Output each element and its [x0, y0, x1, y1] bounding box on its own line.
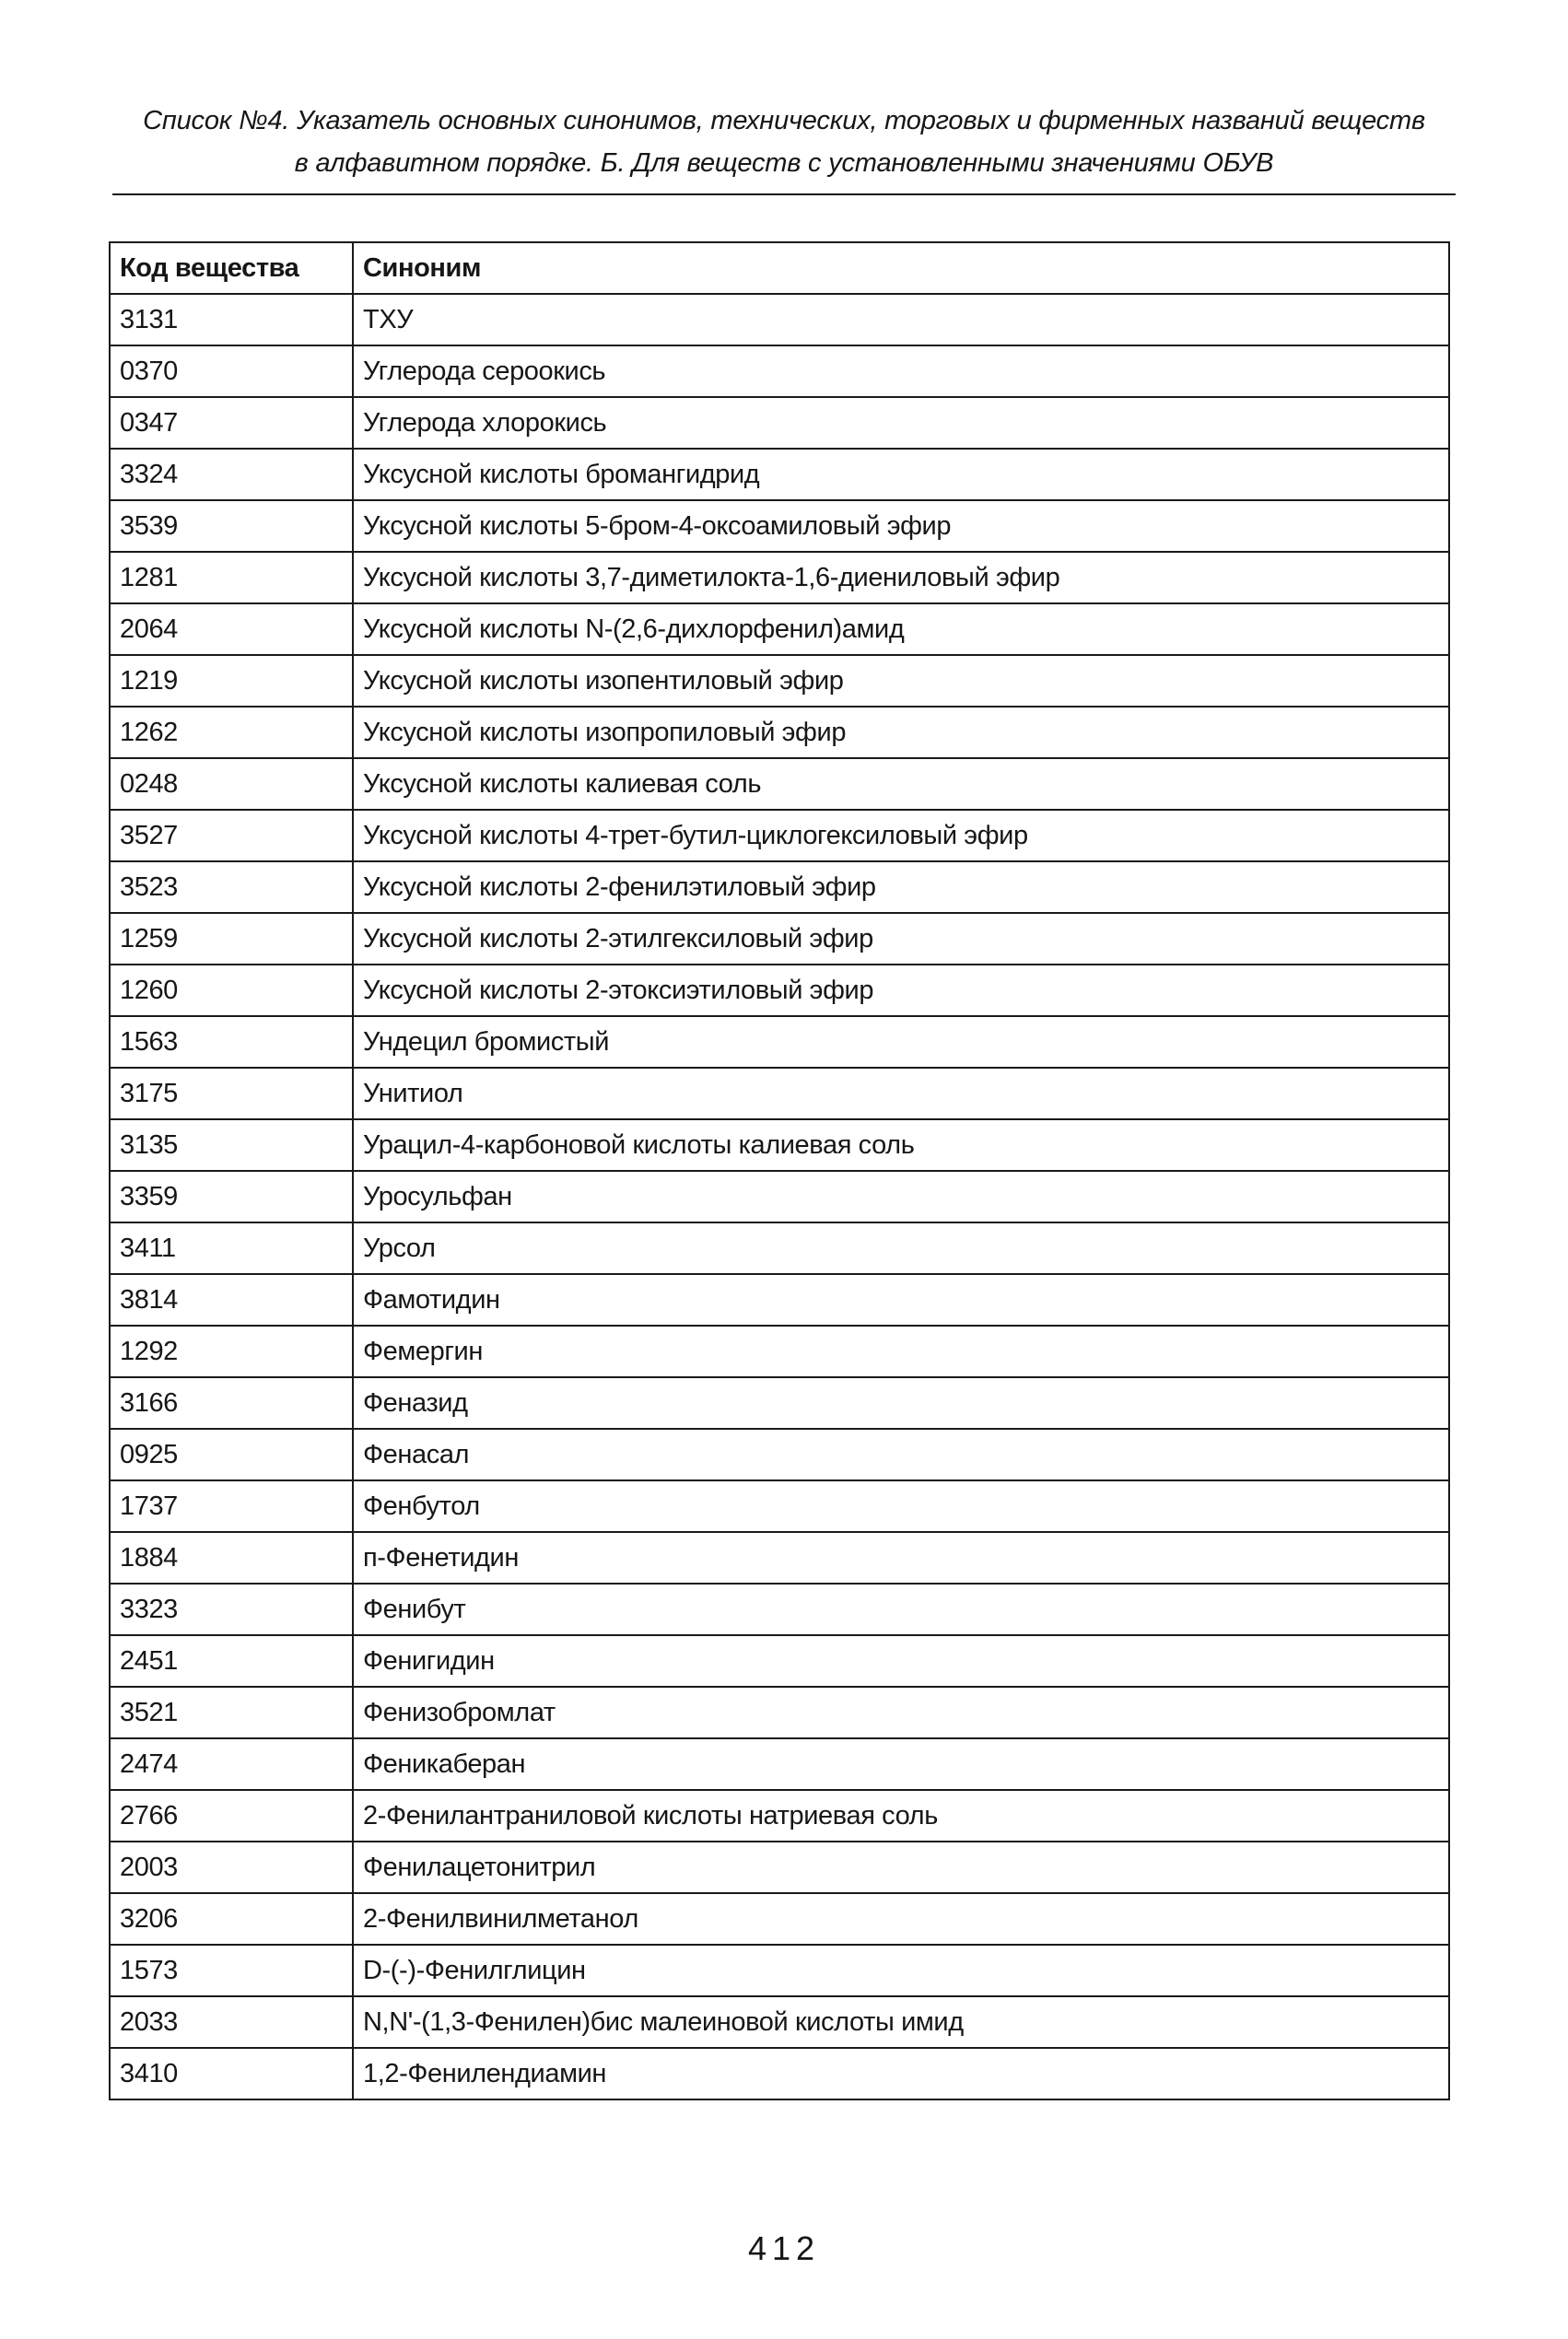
substance-code-cell: 1884: [110, 1532, 353, 1584]
substance-code-cell: 2474: [110, 1738, 353, 1790]
synonym-cell: 1,2-Фенилендиамин: [353, 2048, 1449, 2099]
table-row: [110, 707, 1449, 758]
substance-code-cell: 3411: [110, 1222, 353, 1274]
substance-code-cell: 1219: [110, 655, 353, 707]
table-row: [110, 1171, 1449, 1222]
substance-code-cell: 2033: [110, 1996, 353, 2048]
table-row: [110, 449, 1449, 500]
synonym-cell: Уксусной кислоты 2-фенилэтиловый эфир: [353, 861, 1449, 913]
substance-code-cell: 3323: [110, 1584, 353, 1635]
substance-code-cell: 3175: [110, 1068, 353, 1119]
substance-code-cell: 3324: [110, 449, 353, 500]
table-row: [110, 1119, 1449, 1171]
synonym-cell: 2-Фенилантраниловой кислоты натриевая соль: [353, 1790, 1449, 1842]
header-divider: [112, 193, 1456, 195]
substance-code-cell: 0925: [110, 1429, 353, 1480]
synonyms-table: [109, 241, 1450, 2100]
substance-code-cell: 1737: [110, 1480, 353, 1532]
table-row: [110, 1274, 1449, 1326]
substance-code-cell: 2451: [110, 1635, 353, 1687]
table-row: [110, 1893, 1449, 1945]
synonym-cell: Уксусной кислоты калиевая соль: [353, 758, 1449, 810]
column-header-synonym: Синоним: [353, 242, 1449, 294]
table-header-row: [110, 242, 1449, 294]
page-number: 412: [747, 2229, 821, 2267]
substance-code-cell: 1292: [110, 1326, 353, 1377]
synonym-cell: п-Фенетидин: [353, 1532, 1449, 1584]
synonym-cell: Фемергин: [353, 1326, 1449, 1377]
synonym-cell: Уросульфан: [353, 1171, 1449, 1222]
substance-code-cell: 1281: [110, 552, 353, 603]
running-header-line-1: Список №4. Указатель основных синонимов, технических, торговых и фирменных названий веществ: [143, 106, 1425, 135]
synonym-cell: Уксусной кислоты изопропиловый эфир: [353, 707, 1449, 758]
substance-code-cell: 3539: [110, 500, 353, 552]
synonym-cell: Уксусной кислоты бромангидрид: [353, 449, 1449, 500]
substance-code-cell: 3206: [110, 1893, 353, 1945]
synonym-cell: Унитиол: [353, 1068, 1449, 1119]
substance-code-cell: 0248: [110, 758, 353, 810]
synonym-cell: Фенибут: [353, 1584, 1449, 1635]
substance-code-cell: 3814: [110, 1274, 353, 1326]
synonym-cell: Уксусной кислоты 3,7-диметилокта-1,6-диениловый эфир: [353, 552, 1449, 603]
synonym-cell: Уксусной кислоты 2-этоксиэтиловый эфир: [353, 965, 1449, 1016]
synonyms-table-container: [109, 241, 1448, 2100]
substance-code-cell: 3521: [110, 1687, 353, 1738]
table-row: [110, 294, 1449, 345]
substance-code-cell: 0347: [110, 397, 353, 449]
substance-code-cell: 3359: [110, 1171, 353, 1222]
synonym-cell: Уксусной кислоты 5-бром-4-оксоамиловый эфир: [353, 500, 1449, 552]
table-row: [110, 810, 1449, 861]
table-row: [110, 552, 1449, 603]
running-header-line-2: в алфавитном порядке. Б. Для веществ с установленными значениями ОБУВ: [294, 148, 1274, 178]
substance-code-cell: 0370: [110, 345, 353, 397]
table-row: [110, 1996, 1449, 2048]
synonym-cell: 2-Фенилвинилметанол: [353, 1893, 1449, 1945]
table-row: [110, 965, 1449, 1016]
table-row: [110, 1377, 1449, 1429]
table-row: [110, 1945, 1449, 1996]
table-row: [110, 1068, 1449, 1119]
substance-code-cell: 3527: [110, 810, 353, 861]
synonym-cell: Фамотидин: [353, 1274, 1449, 1326]
synonym-cell: Уксусной кислоты 2-этилгексиловый эфир: [353, 913, 1449, 965]
table-row: [110, 345, 1449, 397]
table-row: [110, 1326, 1449, 1377]
column-header-code: Код вещества: [110, 242, 353, 294]
table-row: [110, 758, 1449, 810]
synonym-cell: Ундецил бромистый: [353, 1016, 1449, 1068]
synonym-cell: Уксусной кислоты изопентиловый эфир: [353, 655, 1449, 707]
table-row: [110, 1429, 1449, 1480]
substance-code-cell: 3523: [110, 861, 353, 913]
substance-code-cell: 2766: [110, 1790, 353, 1842]
synonym-cell: Уксусной кислоты 4-трет-бутил-циклогексиловый эфир: [353, 810, 1449, 861]
table-row: [110, 1016, 1449, 1068]
table-row: [110, 1480, 1449, 1532]
substance-code-cell: 1573: [110, 1945, 353, 1996]
table-row: [110, 2048, 1449, 2099]
synonym-cell: D-(-)-Фенилглицин: [353, 1945, 1449, 1996]
synonym-cell: N,N'-(1,3-Фенилен)бис малеиновой кислоты имид: [353, 1996, 1449, 2048]
substance-code-cell: 3135: [110, 1119, 353, 1171]
synonym-cell: Феникаберан: [353, 1738, 1449, 1790]
running-header: [111, 99, 1457, 184]
substance-code-cell: 1259: [110, 913, 353, 965]
substance-code-cell: 2064: [110, 603, 353, 655]
table-row: [110, 1842, 1449, 1893]
synonym-cell: Углерода сероокись: [353, 345, 1449, 397]
synonym-cell: Урацил-4-карбоновой кислоты калиевая соль: [353, 1119, 1449, 1171]
synonym-cell: Урсол: [353, 1222, 1449, 1274]
synonym-cell: Феназид: [353, 1377, 1449, 1429]
synonym-cell: ТХУ: [353, 294, 1449, 345]
synonym-cell: Уксусной кислоты N-(2,6-дихлорфенил)амид: [353, 603, 1449, 655]
substance-code-cell: 2003: [110, 1842, 353, 1893]
synonym-cell: Фенизобромлат: [353, 1687, 1449, 1738]
table-row: [110, 1635, 1449, 1687]
table-row: [110, 1532, 1449, 1584]
table-row: [110, 913, 1449, 965]
table-row: [110, 397, 1449, 449]
table-row: [110, 1584, 1449, 1635]
synonym-cell: Фенасал: [353, 1429, 1449, 1480]
table-row: [110, 500, 1449, 552]
synonym-cell: Фенбутол: [353, 1480, 1449, 1532]
synonym-cell: Углерода хлорокись: [353, 397, 1449, 449]
substance-code-cell: 3410: [110, 2048, 353, 2099]
synonym-cell: Фенигидин: [353, 1635, 1449, 1687]
table-row: [110, 861, 1449, 913]
table-row: [110, 603, 1449, 655]
substance-code-cell: 1563: [110, 1016, 353, 1068]
table-row: [110, 1790, 1449, 1842]
synonym-cell: Фенилацетонитрил: [353, 1842, 1449, 1893]
table-row: [110, 1738, 1449, 1790]
table-body: [110, 294, 1449, 2099]
substance-code-cell: 1262: [110, 707, 353, 758]
substance-code-cell: 3131: [110, 294, 353, 345]
table-row: [110, 655, 1449, 707]
substance-code-cell: 3166: [110, 1377, 353, 1429]
table-row: [110, 1687, 1449, 1738]
substance-code-cell: 1260: [110, 965, 353, 1016]
table-row: [110, 1222, 1449, 1274]
